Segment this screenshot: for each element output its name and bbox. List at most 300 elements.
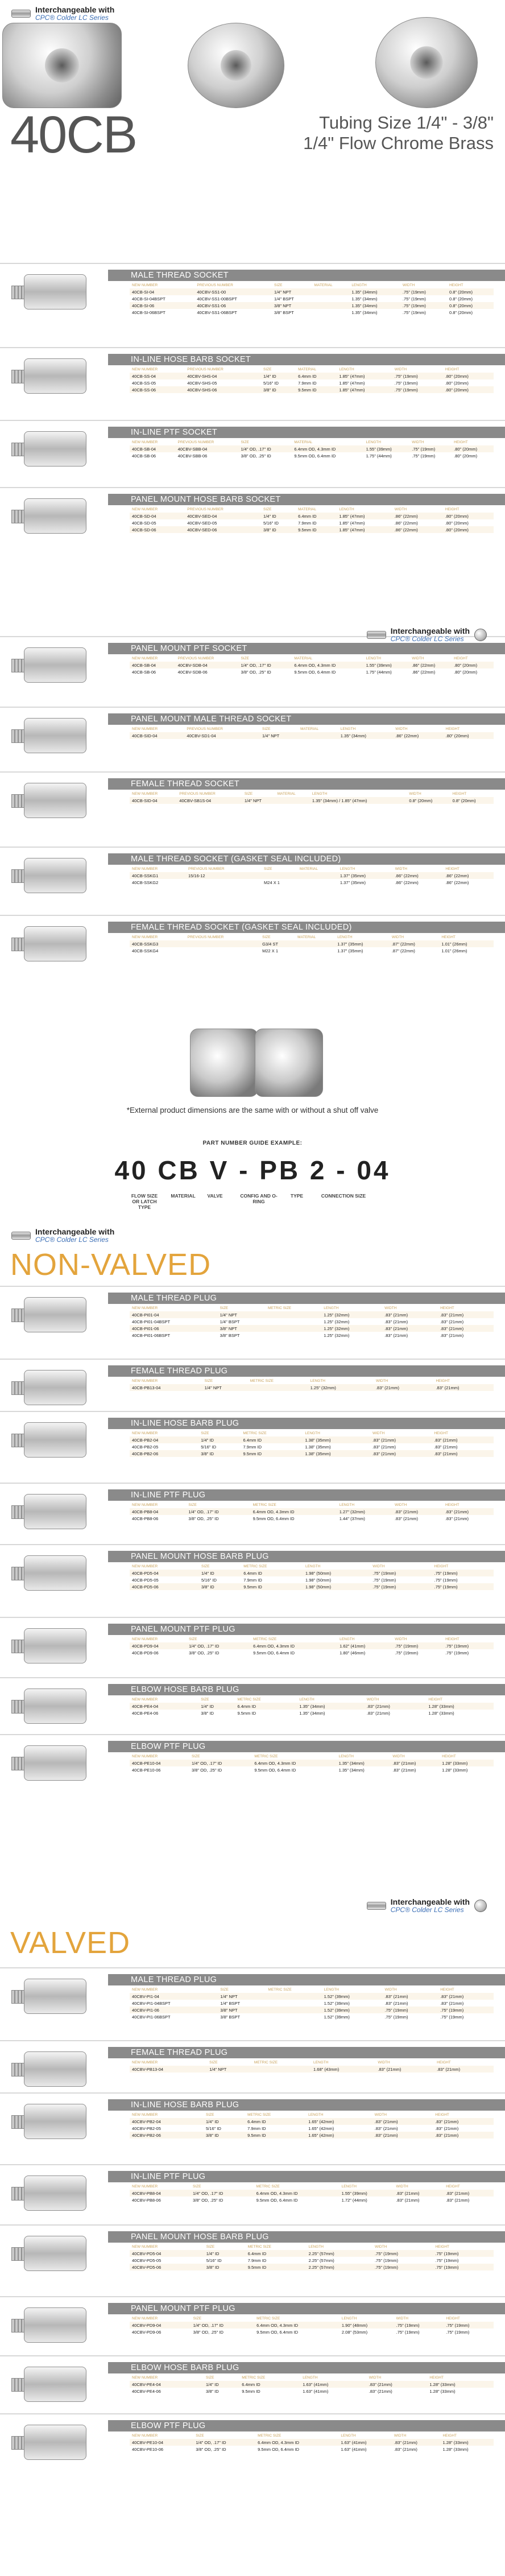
table-cell: 1/4" BSPT <box>218 2000 266 2007</box>
table-cell <box>312 309 350 316</box>
table-cell: 40CBV-PD5-04 <box>130 2250 204 2257</box>
table-cell: .83" (21mm) <box>372 2125 433 2132</box>
column-header: WIDTH <box>394 1503 407 1507</box>
column-header: NEW NUMBER <box>132 1306 158 1310</box>
label-config: CONFIG AND O-RING <box>240 1193 278 1204</box>
table-cell: 1.37" (35mm) <box>338 879 393 886</box>
divider <box>0 2164 505 2165</box>
table-cell: 40CB-SB-04 <box>130 662 176 668</box>
column-header: PREVIOUS NUMBER <box>187 935 224 939</box>
column-header: PREVIOUS NUMBER <box>187 727 223 731</box>
table-cell: 40CB-PE4-06 <box>130 1710 198 1716</box>
product-photo <box>7 777 104 825</box>
spec-table <box>130 655 494 675</box>
table-cell: 3/8" ID <box>204 2388 239 2395</box>
table-cell: 40CB-SSKG2 <box>130 879 186 886</box>
table-cell: 40CB-SB-04 <box>130 445 176 452</box>
product-photo-elbow <box>188 23 284 108</box>
table-row <box>130 379 494 386</box>
table-row <box>130 309 494 316</box>
table-cell: 1.38" (35mm) <box>303 1436 370 1443</box>
column-header: WIDTH <box>392 1755 405 1758</box>
table-cell: .86" (22mm) <box>409 662 452 668</box>
table-row <box>130 2329 494 2335</box>
part-guide-labels <box>127 1194 378 1216</box>
table-cell: .75" (19mm) <box>438 2013 494 2020</box>
valved-heading: VALVED <box>10 1926 131 1960</box>
table-row <box>130 295 494 302</box>
table-cell: 6.4mm ID <box>239 2381 300 2388</box>
column-header: HEIGHT <box>446 2185 460 2189</box>
column-header: NEW NUMBER <box>132 2185 158 2189</box>
table-cell: 1/4" ID <box>261 513 296 519</box>
label-type: TYPE <box>290 1193 304 1199</box>
table-row <box>130 445 494 452</box>
table-cell: .75" (19mm) <box>392 373 443 379</box>
table-cell: 1.28" (33mm) <box>426 1710 494 1716</box>
table-row <box>130 1649 494 1656</box>
column-header: SIZE <box>206 2245 215 2249</box>
table-row <box>130 2250 494 2257</box>
table-row <box>130 2439 494 2446</box>
section-title: PANEL MOUNT HOSE BARB PLUG <box>108 2231 505 2243</box>
table-cell <box>262 872 297 879</box>
spec-table <box>130 366 494 393</box>
table-cell: 40CBV-SHS-05 <box>185 379 261 386</box>
table-cell: 1/4" NPT <box>207 2066 252 2073</box>
table-row <box>130 1993 494 2000</box>
column-header: SIZE <box>188 1503 197 1507</box>
table-cell: .75" (19mm) <box>382 2013 438 2020</box>
column-header: METRIC SIZE <box>253 1637 277 1641</box>
table-cell: 40CBV-SDB-06 <box>176 668 239 675</box>
column-header: LENGTH <box>366 440 381 444</box>
column-header: WIDTH <box>394 507 407 511</box>
table-cell: .83" (21mm) <box>390 1766 440 1773</box>
column-header: NEW NUMBER <box>132 2245 158 2249</box>
column-header: LENGTH <box>339 368 354 371</box>
table-cell: .75" (19mm) <box>443 1649 494 1656</box>
table-cell: 40CBV-SED-06 <box>185 526 261 533</box>
table-cell: 6.4mm OD, 4.3mm ID <box>292 445 363 452</box>
column-header: HEIGHT <box>445 368 460 371</box>
column-header: HEIGHT <box>454 657 468 660</box>
table-cell: 40CB-SI-06BSPT <box>130 309 194 316</box>
table-cell: 1.55" (39mm) <box>364 662 410 668</box>
table-cell: 1.52" (39mm) <box>322 2000 383 2007</box>
table-cell: 1/4" NPT <box>272 288 312 295</box>
table-cell: 7.9mm ID <box>296 379 337 386</box>
table-cell: .86" (22mm) <box>392 519 443 526</box>
section-title: FEMALE THREAD PLUG <box>108 1365 505 1377</box>
table-row <box>130 1576 494 1583</box>
column-header: WIDTH <box>375 1379 388 1383</box>
table-cell: 1.65" (42mm) <box>306 2125 372 2132</box>
section-title: PANEL MOUNT HOSE BARB PLUG <box>108 1551 505 1562</box>
spec-table <box>130 2244 494 2270</box>
table-cell: .75" (19mm) <box>443 1642 494 1649</box>
product-photo <box>7 712 104 760</box>
table-cell: 1.98" (50mm) <box>303 1570 370 1576</box>
table-cell: 40CB-PD5-04 <box>130 1570 199 1576</box>
table-cell <box>312 288 350 295</box>
table-cell: 1/4" BSPT <box>218 1318 266 1325</box>
table-cell: 6.4mm OD, 4.3mm ID <box>254 2322 340 2329</box>
product-photo <box>7 426 104 473</box>
table-cell: 40CBV-PE4-06 <box>130 2388 204 2395</box>
table-cell: 0.8" (20mm) <box>407 797 450 804</box>
spec-table <box>130 2112 494 2139</box>
table-cell <box>295 940 335 947</box>
column-header: NEW NUMBER <box>132 935 158 939</box>
table-cell: .83" (21mm) <box>365 1710 426 1716</box>
table-cell: .75" (19mm) <box>382 2007 438 2013</box>
product-photo <box>7 852 104 900</box>
table-cell: .75" (19mm) <box>372 2257 433 2264</box>
table-cell: 1.28" (33mm) <box>427 2381 494 2388</box>
table-cell: .75" (19mm) <box>370 1583 432 1590</box>
table-cell: .83" (21mm) <box>392 1508 443 1515</box>
product-photo <box>7 1740 104 1787</box>
table-cell: 3/8" NPT <box>218 1325 266 1332</box>
interchangeable-line1: Interchangeable with <box>390 626 470 635</box>
table-cell: 1/4" OD, .17" ID <box>193 2439 255 2446</box>
table-cell: 1.62" (41mm) <box>337 1642 392 1649</box>
coupling-photo-right <box>255 1029 323 1097</box>
table-cell: 1.37" (35mm) <box>335 940 390 947</box>
table-cell: 1.28" (33mm) <box>440 2439 494 2446</box>
table-cell: .80" (20mm) <box>452 662 494 668</box>
column-header: PREVIOUS NUMBER <box>188 867 225 871</box>
table-cell: 6.4mm ID <box>296 373 337 379</box>
section-title: MALE THREAD SOCKET (GASKET SEAL INCLUDED) <box>108 853 505 865</box>
table-row <box>130 519 494 526</box>
hero <box>0 0 505 171</box>
column-header: WIDTH <box>396 2317 408 2321</box>
table-row <box>130 288 494 295</box>
table-row <box>130 1760 494 1766</box>
column-header: NEW NUMBER <box>132 792 158 796</box>
column-header: HEIGHT <box>445 867 460 871</box>
column-header: LENGTH <box>308 2113 324 2117</box>
divider <box>0 2092 505 2094</box>
table-cell: .83" (21mm) <box>390 1760 440 1766</box>
table-cell: .87" (22mm) <box>390 940 440 947</box>
table-cell: 1.35" (34mm) <box>337 1766 391 1773</box>
spec-table <box>130 1696 494 1716</box>
column-header: SIZE <box>262 935 271 939</box>
interchangeable-line1: Interchangeable with <box>35 5 115 14</box>
column-header: WIDTH <box>372 1431 385 1435</box>
table-cell: 1.52" (39mm) <box>322 2007 383 2013</box>
table-cell: 6.4mm OD, 4.3mm ID <box>292 662 363 668</box>
table-cell: 40CBV-SB1S-04 <box>177 797 242 804</box>
part-guide-code: 40 CB V - PB 2 - 04 <box>114 1155 391 1185</box>
product-photo <box>7 642 104 690</box>
column-header: METRIC SIZE <box>267 1306 292 1310</box>
table-cell: 1.85" (47mm) <box>337 526 392 533</box>
table-cell <box>266 1993 322 2000</box>
spec-table <box>130 1378 494 1391</box>
divider <box>0 707 505 708</box>
column-header: SIZE <box>206 2376 214 2380</box>
table-cell: 1.75" (44mm) <box>364 668 410 675</box>
column-header: METRIC SIZE <box>254 1755 278 1758</box>
product-photo-panel <box>375 17 478 108</box>
spec-table <box>130 726 494 739</box>
spec-table <box>130 1502 494 1522</box>
table-cell: 1.28" (33mm) <box>440 1766 494 1773</box>
table-cell <box>266 1325 321 1332</box>
spec-table <box>130 2315 494 2335</box>
table-row <box>130 940 494 947</box>
section-title: PANEL MOUNT MALE THREAD SOCKET <box>108 713 505 725</box>
label-flow-size: FLOW SIZE OR LATCH TYPE <box>131 1193 158 1210</box>
table-row <box>130 879 494 886</box>
column-header: NEW NUMBER <box>132 2317 158 2321</box>
label-valve: VALVE <box>207 1193 223 1199</box>
table-cell <box>186 879 262 886</box>
table-cell: 9.5mm OD, 6.4mm ID <box>254 2197 340 2203</box>
table-cell: 1.37" (35mm) <box>338 872 393 879</box>
spec-table <box>130 1636 494 1656</box>
divider <box>0 1286 505 1287</box>
table-cell: 1/4" ID <box>199 1570 241 1576</box>
dimension-note: *External product dimensions are the same with or without a shut off valve <box>126 1106 379 1114</box>
table-row <box>130 2190 494 2197</box>
table-row <box>130 2007 494 2013</box>
table-cell: 40CBV-SS1-06 <box>194 302 272 309</box>
table-cell: .75" (19mm) <box>400 288 447 295</box>
spec-table <box>130 2059 494 2073</box>
spec-table <box>130 2375 494 2395</box>
column-header: WIDTH <box>391 935 404 939</box>
table-cell: .83" (21mm) <box>392 2446 441 2453</box>
column-header: METRIC SIZE <box>268 1988 292 1992</box>
divider <box>0 263 505 264</box>
table-cell: 3/8" OD, .25" ID <box>191 2329 254 2335</box>
product-photo <box>7 2361 104 2409</box>
table-cell <box>298 732 338 739</box>
column-header: MATERIAL <box>298 368 317 371</box>
table-cell: 15/16-12 <box>186 872 262 879</box>
table-cell: 1.35" (34mm) <box>349 302 400 309</box>
table-cell: 0.8" (20mm) <box>447 302 494 309</box>
table-cell: .80" (20mm) <box>443 513 494 519</box>
table-cell: 40CB-PB8-06 <box>130 1515 186 1522</box>
table-row <box>130 797 494 804</box>
table-cell: 40CBV-PD5-05 <box>130 2257 204 2264</box>
table-row <box>130 1642 494 1649</box>
table-cell: 40CB-SB-06 <box>130 452 176 459</box>
product-photo <box>7 1973 104 2021</box>
table-cell: 3/8" OD, .25" ID <box>238 668 292 675</box>
table-cell: 1.63" (41mm) <box>338 2446 392 2453</box>
column-header: SIZE <box>201 1431 209 1435</box>
product-photo <box>7 2046 104 2094</box>
column-header: HEIGHT <box>434 1431 449 1435</box>
section-title: FEMALE THREAD SOCKET (GASKET SEAL INCLUDED) <box>108 922 505 933</box>
coupling-icon <box>367 631 386 639</box>
table-cell: 40CB-SID-04 <box>130 797 177 804</box>
column-header: HEIGHT <box>445 1637 460 1641</box>
table-cell: 3/8" NPT <box>218 2007 266 2013</box>
table-cell: 6.4mm ID <box>241 1436 303 1443</box>
table-cell: .83" (21mm) <box>370 1436 432 1443</box>
table-cell: 1.27" (32mm) <box>337 1508 392 1515</box>
table-cell: 6.4mm OD, 4.3mm ID <box>251 1508 337 1515</box>
table-cell: 40CBV-PD9-06 <box>130 2329 191 2335</box>
table-cell: 1.38" (35mm) <box>303 1443 370 1450</box>
column-header: LENGTH <box>308 2245 324 2249</box>
product-photo <box>7 1291 104 1339</box>
table-cell: 1.28" (33mm) <box>426 1703 494 1710</box>
table-cell: 0.8" (20mm) <box>447 295 494 302</box>
coupling-icon <box>11 1232 31 1240</box>
column-header: NEW NUMBER <box>132 283 158 287</box>
table-cell: 40CB-SD-04 <box>130 513 185 519</box>
table-cell: 40CBV-SED-05 <box>185 519 261 526</box>
table-cell: 1.35" (34mm) <box>297 1710 365 1716</box>
column-header: SIZE <box>189 1637 197 1641</box>
column-header: SIZE <box>192 2185 201 2189</box>
column-header: HEIGHT <box>436 1379 450 1383</box>
table-cell: 40CB-SS-06 <box>130 386 185 393</box>
table-row <box>130 302 494 309</box>
series-title: 40CB <box>10 106 137 164</box>
table-cell: 1.01" (26mm) <box>439 947 494 954</box>
table-cell: .83" (21mm) <box>367 2381 428 2388</box>
column-header: SIZE <box>274 283 283 287</box>
table-cell: 3/8" ID <box>198 1710 235 1716</box>
column-header: NEW NUMBER <box>132 2376 158 2380</box>
table-cell: 9.5mm OD, 6.4mm ID <box>292 452 363 459</box>
table-cell: 40CB-PI01-04BSPT <box>130 1318 218 1325</box>
column-header: LENGTH <box>299 1698 314 1702</box>
table-cell: 9.5mm OD, 6.4mm ID <box>251 1649 337 1656</box>
table-cell: 1.85" (47mm) <box>337 373 392 379</box>
table-cell: 1.63" (41mm) <box>300 2381 367 2388</box>
column-header: LENGTH <box>305 1564 321 1568</box>
table-cell: .83" (21mm) <box>438 2000 494 2007</box>
table-cell: 40CBV-PB2-04 <box>130 2118 204 2125</box>
column-header: HEIGHT <box>445 1503 460 1507</box>
divider <box>0 1544 505 1545</box>
column-header: SIZE <box>263 507 272 511</box>
tubing-size: Tubing Size 1/4" - 3/8" <box>319 113 494 133</box>
table-cell: .83" (21mm) <box>382 1993 438 2000</box>
table-cell: 5/16" ID <box>204 2125 245 2132</box>
table-cell: .83" (21mm) <box>433 2125 494 2132</box>
column-header: LENGTH <box>313 2061 329 2065</box>
table-cell: .83" (21mm) <box>365 1703 426 1710</box>
table-cell: 3/8" OD, .25" ID <box>187 1649 251 1656</box>
table-cell: 1.98" (50mm) <box>303 1576 370 1583</box>
table-cell: 3/8" BSPT <box>218 1332 266 1339</box>
interchangeable-line1: Interchangeable with <box>35 1227 115 1236</box>
table-cell: 1/4" ID <box>204 2250 246 2257</box>
globe-icon <box>474 1900 487 1912</box>
table-cell: 40CB-SI-06 <box>130 302 194 309</box>
column-header: HEIGHT <box>440 1306 454 1310</box>
column-header: SIZE <box>191 1755 200 1758</box>
column-header: LENGTH <box>337 935 353 939</box>
table-cell: 1.65" (42mm) <box>306 2118 372 2125</box>
divider <box>0 1967 505 1968</box>
table-cell: 40CB-SSKG1 <box>130 872 186 879</box>
table-cell: .75" (19mm) <box>394 2322 444 2329</box>
column-header: NEW NUMBER <box>132 1698 158 1702</box>
column-header: METRIC SIZE <box>247 2245 271 2249</box>
column-header: WIDTH <box>366 1698 379 1702</box>
table-cell: .83" (21mm) <box>382 1325 438 1332</box>
table-cell: .80" (20mm) <box>443 373 494 379</box>
column-header: SIZE <box>241 440 249 444</box>
table-row <box>130 2013 494 2020</box>
column-header: WIDTH <box>412 657 424 660</box>
section-title: IN-LINE PTF PLUG <box>108 1489 505 1501</box>
table-cell: .83" (21mm) <box>444 2190 494 2197</box>
table-cell: 7.9mm ID <box>241 1576 303 1583</box>
column-header: MATERIAL <box>277 792 296 796</box>
column-header: SIZE <box>241 657 249 660</box>
table-cell: .83" (21mm) <box>434 2066 494 2073</box>
interchangeable-line2: CPC® Colder LC Series <box>390 635 464 643</box>
table-row <box>130 732 494 739</box>
table-cell: 1/4" OD, .17" ID <box>191 2190 254 2197</box>
table-cell: 1/4" OD, .17" ID <box>238 445 292 452</box>
table-cell: 1.85" (47mm) <box>337 386 392 393</box>
column-header: NEW NUMBER <box>132 2061 158 2065</box>
table-row <box>130 1325 494 1332</box>
table-row <box>130 2066 494 2073</box>
table-cell: 40CB-SI-04 <box>130 288 194 295</box>
table-cell: 40CBV-PD9-04 <box>130 2322 191 2329</box>
table-cell: 5/16" ID <box>204 2257 246 2264</box>
column-header: PREVIOUS NUMBER <box>187 507 223 511</box>
product-photo <box>7 2419 104 2467</box>
table-cell: 1/4" NPT <box>242 797 275 804</box>
column-header: PREVIOUS NUMBER <box>177 657 214 660</box>
column-header: SIZE <box>220 1306 229 1310</box>
column-header: METRIC SIZE <box>243 1431 267 1435</box>
table-cell: 40CBV-PE4-04 <box>130 2381 204 2388</box>
column-header: NEW NUMBER <box>132 727 158 731</box>
table-cell: .80" (20mm) <box>443 519 494 526</box>
table-cell: 1.25" (32mm) <box>321 1332 382 1339</box>
column-header: SIZE <box>264 867 272 871</box>
section-title: IN-LINE PTF PLUG <box>108 2171 505 2182</box>
column-header: LENGTH <box>340 1637 355 1641</box>
column-header: SIZE <box>263 368 272 371</box>
table-cell: 6.4mm OD, 4.3mm ID <box>254 2190 340 2197</box>
table-cell: 40CBV-PB8-06 <box>130 2197 191 2203</box>
table-cell: .86" (22mm) <box>393 879 444 886</box>
column-header: HEIGHT <box>429 2376 444 2380</box>
table-cell: 40CBV-PI1-04 <box>130 1993 218 2000</box>
table-row <box>130 1508 494 1515</box>
table-cell: 1.65" (42mm) <box>306 2132 372 2139</box>
table-cell: .83" (21mm) <box>372 2132 433 2139</box>
table-cell: .75" (19mm) <box>370 1570 432 1576</box>
table-cell: 40CB-PB2-05 <box>130 1443 198 1450</box>
table-cell: 1.25" (32mm) <box>321 1318 382 1325</box>
table-cell: 1.25" (32mm) <box>321 1325 382 1332</box>
table-row <box>130 662 494 668</box>
table-cell: 40CB-SB-06 <box>130 668 176 675</box>
table-cell: .86" (22mm) <box>392 526 443 533</box>
table-row <box>130 1515 494 1522</box>
